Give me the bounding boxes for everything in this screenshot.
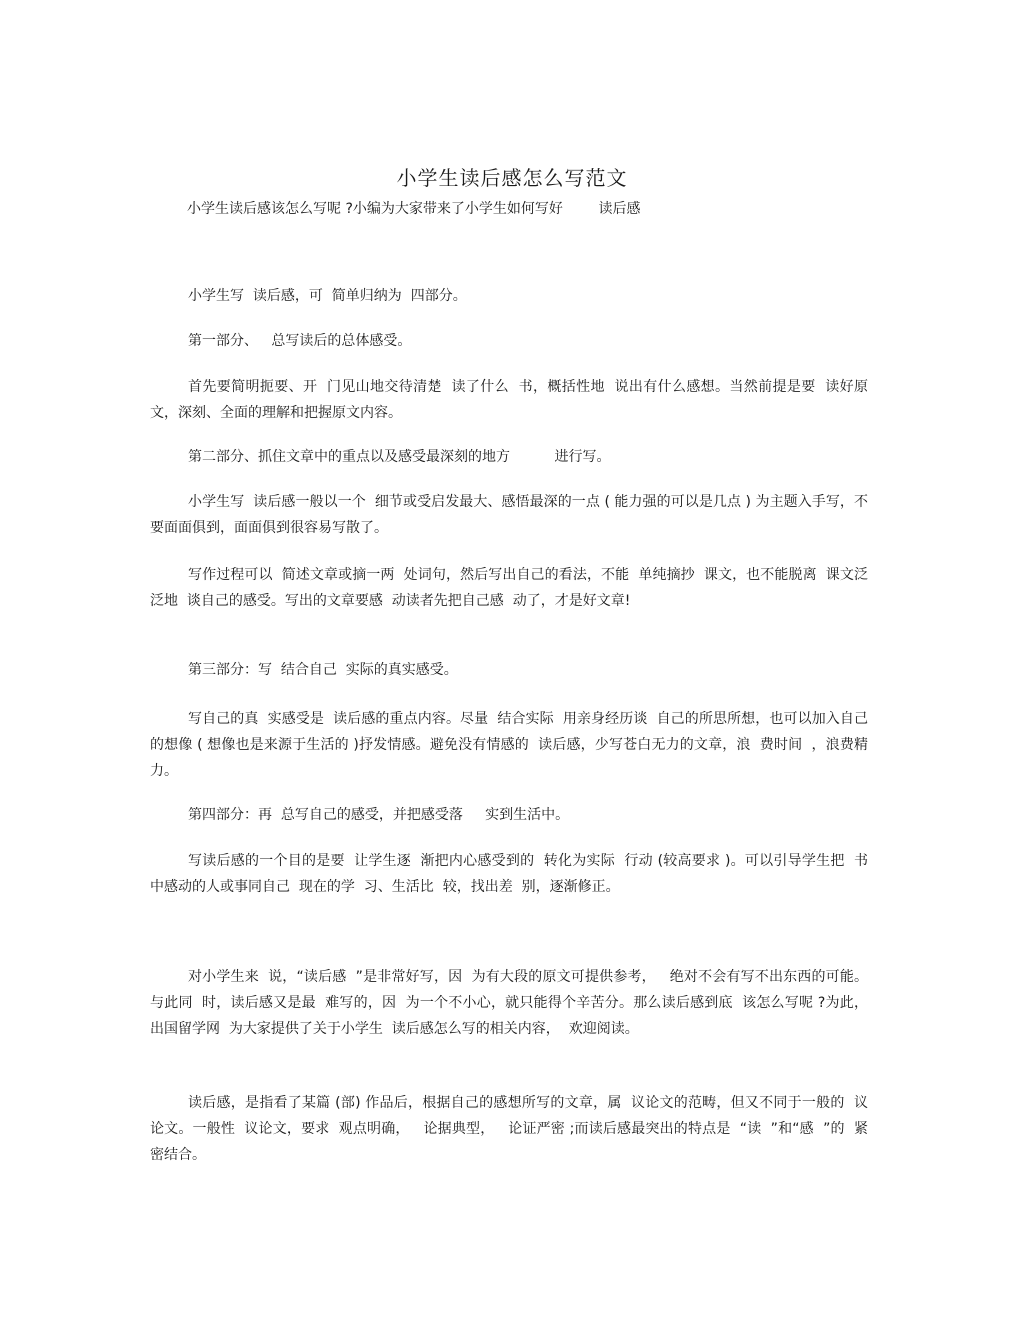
paragraph-overview: 小学生写 读后感，可 简单归纳为 四部分。 <box>188 288 467 304</box>
paragraph-part-two-heading: 第二部分、抓住文章中的重点以及感受最深刻的地方 进行写。 <box>188 449 611 465</box>
intro-line: 小学生读后感该怎么写呢 ?小编为大家带来了小学生如何写好 读后感 <box>187 201 641 217</box>
paragraph-part-three-body: 写自己的真 实感受是 读后感的重点内容。尽量 结合实际 用亲身经历谈 自己的所思所想，也可以加入自己的想像 ( 想像也是来源于生活的 )抒发情感。避免没有情感的 读后感，少写苍白无力的文章，浪 费时间 ，浪费精力。 <box>150 711 868 779</box>
paragraph-part-three-heading: 第三部分：写 结合自己 实际的真实感受。 <box>188 662 458 678</box>
paragraph-part-two-body: 小学生写 读后感一般以一个 细节或受启发最大、感悟最深的一点 ( 能力强的可以是几点 ) 为主题入手写，不要面面俱到，面面俱到很容易写散了。 <box>150 494 868 536</box>
paragraph-definition: 读后感，是指看了某篇 (部) 作品后，根据自己的感想所写的文章，属 议论文的范畴，但又不同于一般的 议论文。一般性 议论文，要求 观点明确， 论据典型， 论证严密 ;而读后感最突出的特点是 “读 ”和“感 ”的 紧密结合。 <box>150 1095 868 1163</box>
paragraph-writing-process: 写作过程可以 简述文章或摘一两 处词句，然后写出自己的看法，不能 单纯摘抄 课文，也不能脱离 课文泛泛地 谈自己的感受。写出的文章要感 动读者先把自己感 动了，才是好文章! <box>150 567 868 609</box>
paragraph-part-one-body: 首先要简明扼要、开 门见山地交待清楚 读了什么 书，概括性地 说出有什么感想。当然前提是要 读好原文，深刻、全面的理解和把握原文内容。 <box>150 379 868 421</box>
paragraph-part-four-heading: 第四部分：再 总写自己的感受，并把感受落 实到生活中。 <box>188 807 570 823</box>
paragraph-difficulty: 对小学生来 说，“读后感 ”是非常好写，因 为有大段的原文可提供参考， 绝对不会有写不出东西的可能。与此同 时，读后感又是最 难写的，因 为一个不小心，就只能得个辛苦分。那么读后感到底 该怎么写呢 ?为此，出国留学网 为大家提供了关于小学生 读后感怎么写的相关内容， 欢迎阅读。 <box>150 969 868 1037</box>
document-title: 小学生读后感怎么写范文 <box>396 166 628 190</box>
paragraph-part-four-body: 写读后感的一个目的是要 让学生逐 渐把内心感受到的 转化为实际 行动 (较高要求 )。可以引导学生把 书中感动的人或事同自己 现在的学 习、生活比 较，找出差 别，逐渐修正。 <box>150 853 868 895</box>
paragraph-part-one-heading: 第一部分、 总写读后的总体感受。 <box>188 333 412 349</box>
